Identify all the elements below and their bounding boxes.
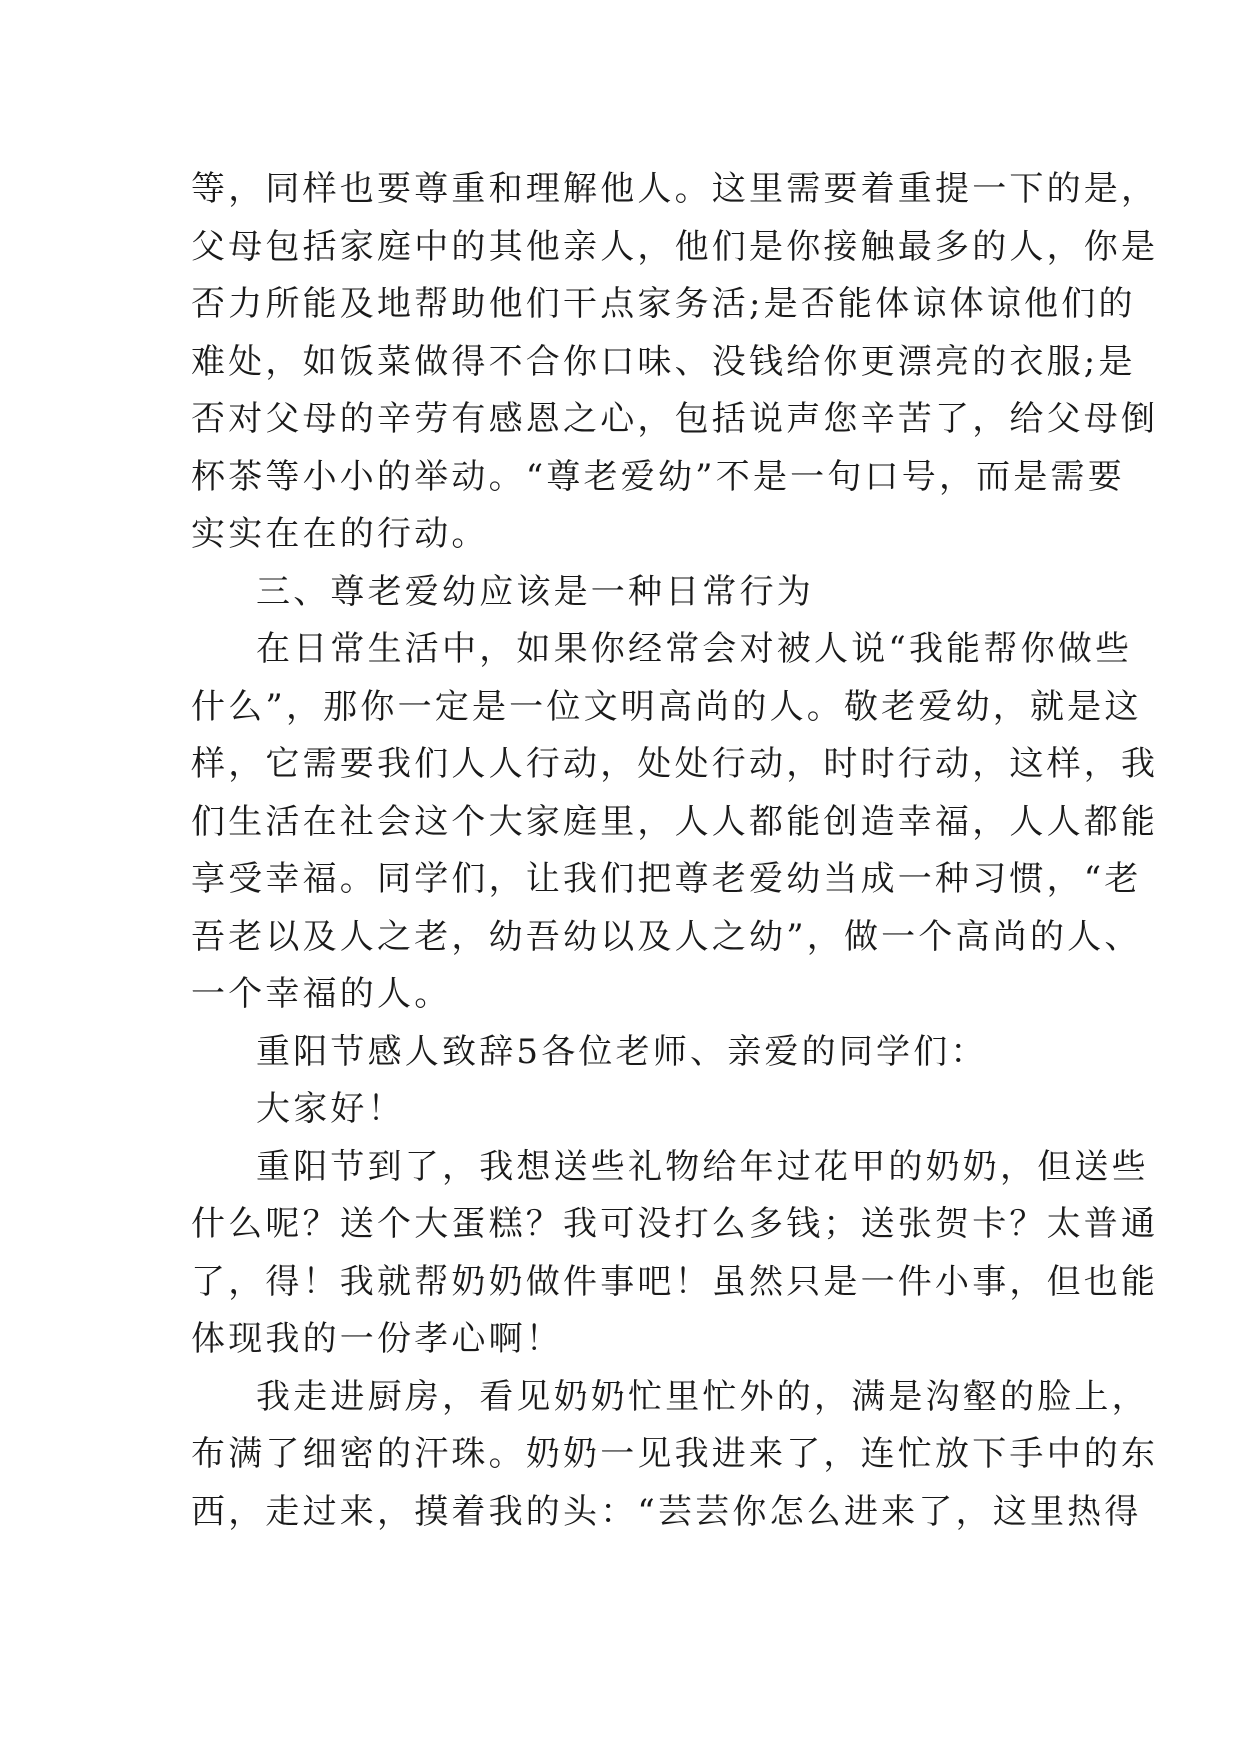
text-line: 吾老以及人之老，幼吾幼以及人之幼”，做一个高尚的人、 — [191, 916, 1142, 957]
text-line: 布满了细密的汗珠。奶奶一见我进来了，连忙放下手中的东 — [191, 1434, 1159, 1474]
text-line: 体现我的一份孝心啊！ — [191, 1319, 563, 1359]
text-line: 否力所能及地帮助他们干点家务活;是否能体谅体谅他们的 — [191, 284, 1136, 324]
text-line: 难处，如饭菜做得不合你口味、没钱给你更漂亮的衣服;是 — [191, 341, 1136, 382]
text-line: 实实在在的行动。 — [191, 514, 489, 554]
text-line: 享受幸福。同学们，让我们把尊老爱幼当成一种习惯，“老 — [191, 859, 1142, 899]
text-line: 什么呢？送个大蛋糕？我可没打么多钱；送张贺卡？太普通 — [191, 1204, 1159, 1244]
text-line: 了，得！我就帮奶奶做件事吧！虽然只是一件小事，但也能 — [191, 1261, 1159, 1302]
text-line: 一个幸福的人。 — [191, 974, 452, 1014]
body-text — [191, 161, 1159, 1541]
text-line: 在日常生活中，如果你经常会对被人说“我能帮你做些 — [256, 629, 1133, 669]
text-line: 西，走过来，摸着我的头：“芸芸你怎么进来了，这里热得 — [191, 1491, 1142, 1532]
text-line: 们生活在社会这个大家庭里，人人都能创造幸福，人人都能 — [191, 801, 1159, 842]
text-line: 否对父母的辛劳有感恩之心，包括说声您辛苦了，给父母倒 — [191, 399, 1159, 439]
speech-title: 重阳节感人致辞5各位老师、亲爱的同学们： — [256, 1031, 988, 1072]
text-line: 我走进厨房，看见奶奶忙里忙外的，满是沟壑的脸上， — [256, 1376, 1149, 1417]
text-line: 父母包括家庭中的其他亲人，他们是你接触最多的人，你是 — [191, 226, 1159, 267]
text-line: 等，同样也要尊重和理解他人。这里需要着重提一下的是， — [191, 169, 1159, 209]
text-line: 重阳节到了，我想送些礼物给年过花甲的奶奶，但送些 — [256, 1146, 1149, 1187]
text-line: 样，它需要我们人人行动，处处行动，时时行动，这样，我 — [191, 744, 1159, 784]
section-heading: 三、尊老爱幼应该是一种日常行为 — [256, 571, 814, 612]
greeting: 大家好！ — [256, 1089, 405, 1129]
text-line: 杯茶等小小的举动。“尊老爱幼”不是一句口号，而是需要 — [191, 456, 1125, 497]
text-line: 什么”，那你一定是一位文明高尚的人。敬老爱幼，就是这 — [191, 686, 1142, 727]
